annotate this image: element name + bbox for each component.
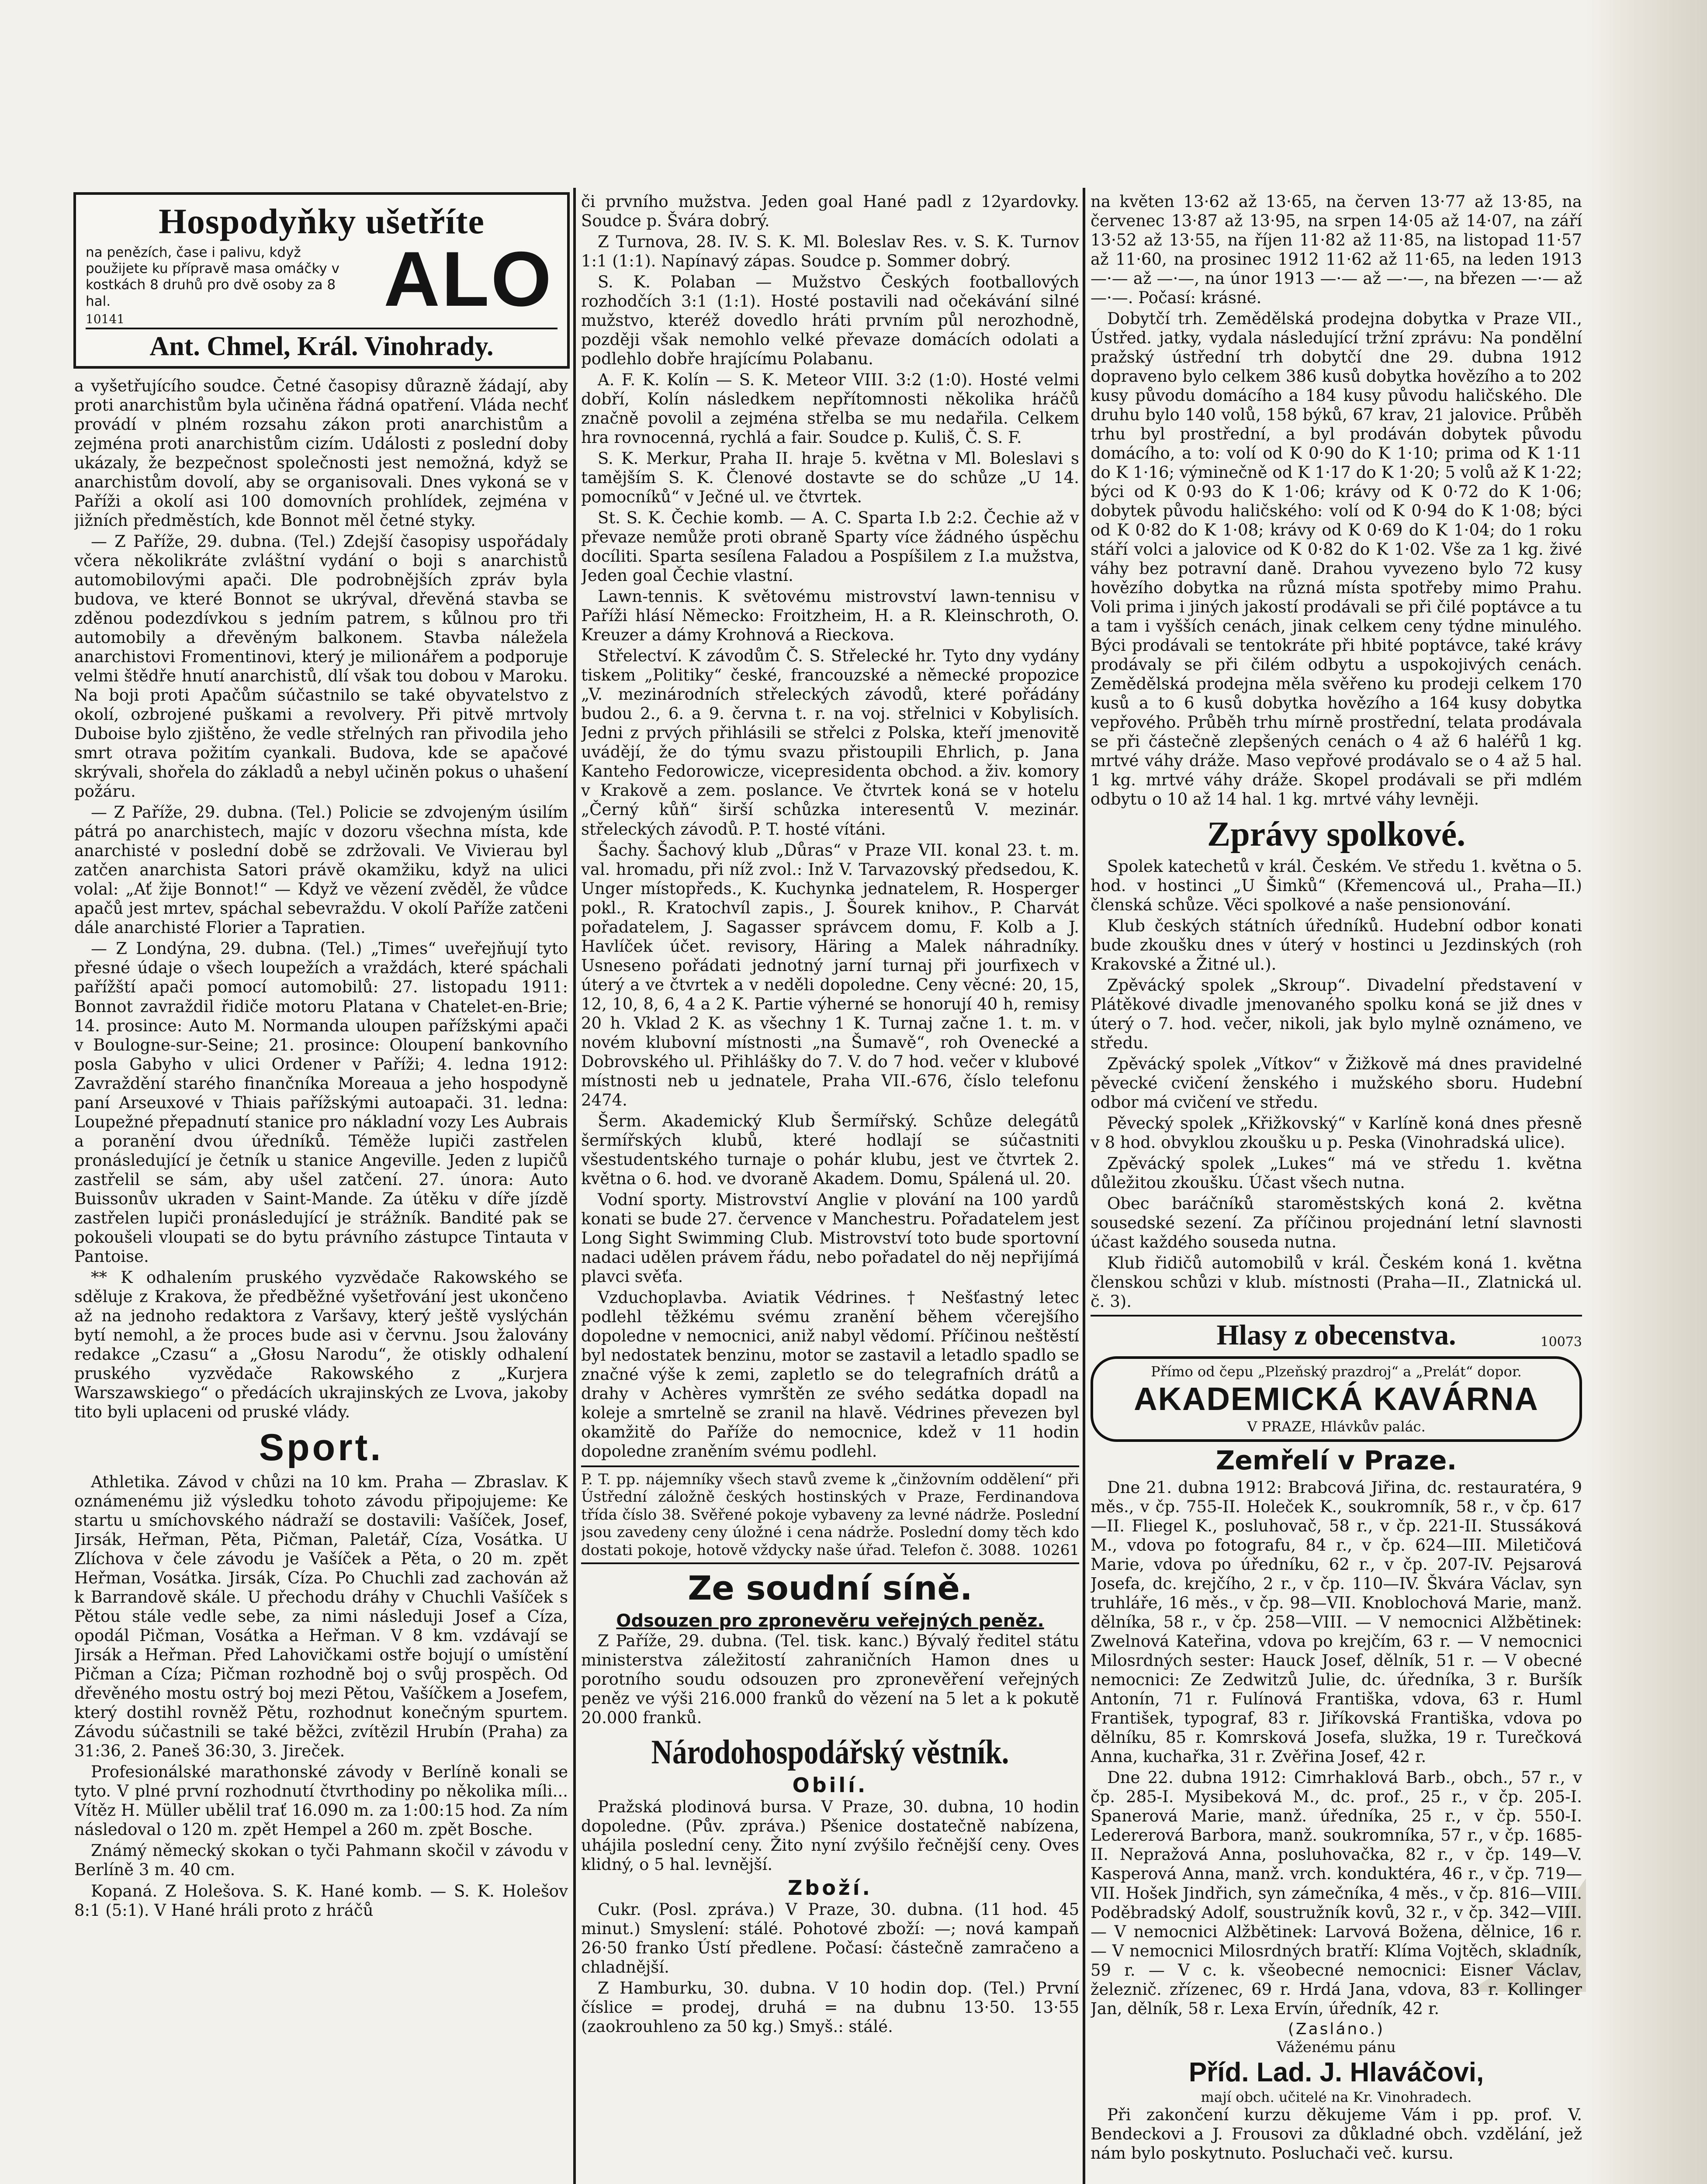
ad-headline: Hospodyňky ušetříte <box>159 201 485 241</box>
sachy: Šachy. Šachový klub „Důras“ v Praze VII. konal 23. t. m. val. hromadu, při níž zvol.: Inž V. Tarvazovský předsedou, K. Unger místopředs., K. Kuchynka jednatelem, R. Hosperger pokl., R. Kratochvíl zapis., J. Šourek knihov., P. Charvát pořadatelem, J. Sagasser správcem domu, F. Kolb a J. Havlíček účet. revisory, Häring a Malek náhradníky. Usneseno pořádati jednotný jarní turnaj při jourfixech v úterý a ve čtvrtek a v neděli dopoledne. Ceny věcné: 20, 15, 12, 10, 8, 6, 4 a 2 K. Partie výherné se honorují 40 h, remisy 20 h. Vklad 2 K. as všechny 1 K. Turnaj začne 1. t. m. v novém klubovní místnosti „na Šumavě“, roh Ovenecké a Dobrovského ul. Přihlášky do 7. V. do 7 hod. večer v klubové místnosti neb u jednatele, Praha VII.-676, číslo telefonu 2474. <box>581 840 1079 1109</box>
football-merkur: S. K. Merkur, Praha II. hraje 5. května v Ml. Boleslavi s tamějším S. K. Členové dostavte se do schůze „U 14. pomocníků“ v Ječné ul. ve čtvrtek. <box>581 449 1079 507</box>
club-4: Zpěvácký spolek „Vítkov“ v Žižkově má dnes pravidelné pěvecké cvičení ženského i mužského sboru. Hudební odbor má cvičení ve středu. <box>1091 1054 1582 1112</box>
rental-notice-text: P. T. pp. nájemníky všech stavů zveme k „činžovním oddělení“ při Ústřední záložně českých hostinských v Praze, Ferdinandova třída číslo 38. Svěřené pokoje vybaveny za levné nádrže. Poslední jsou zavedeny ceny úložné i cena nádrže. Poslední domy těch kdo dostati pokoje, hotově vždycky naše úřad. Telefon č. 3088. <box>581 1471 1079 1559</box>
football-hane: či prvního mužstva. Jeden goal Hané padl z 12yardovky. Soudce p. Švára dobrý. <box>581 192 1079 231</box>
cafe-name: AKADEMICKÁ KAVÁRNA <box>1134 1380 1539 1417</box>
club-5: Pěvecký spolek „Křižkovský“ v Karlíně koná dnes přesně v 8 hod. obvyklou zkoušku u p. Peska (Vinohradská ulice). <box>1091 1113 1582 1152</box>
ad-address: Ant. Chmel, Král. Vinohrady. <box>86 328 557 362</box>
club-7: Obec baráčníků staroměstských koná 2. května sousedské sezení. Za příčinou projednání letní slavnosti účast každého souseda nutna. <box>1091 1194 1582 1251</box>
anarchist-paragraph-2: — Z Paříže, 29. dubna. (Tel.) Zdejší časopisy uspořádaly včera několikráte zvláštní vydání o boji s anarchistů automobilovými apači. Dle podrobnějších zpráv byla budova, ve které Bonnot se ukrýval, dřevěná stavba se zděnou podezdívkou s jedním patrem, s kůlnou pro tři automobily a dřevěným balkonem. Stavba náležela anarchistovi Fromentinovi, který je milionářem a podporuje velmi štědře hnutí anarchistů, dlí však tou dobou v Maroku. Na boji proti Apačům súčastnilo se také obyvatelstvo z okolí, ozbrojené puškami a revolvery. Při pitvě mrtvoly Duboise bylo zjištěno, že vedle střelných ran přivodila jeho smrt otrava požitím cyankali. Budova, kde se apačové skrývali, shořela do základů a nebyl učiněn pokus o uhašení požáru. <box>74 532 568 801</box>
cafe-line-2: V PRAZE, Hlávkův palác. <box>1247 1418 1426 1435</box>
court-text: Z Paříže, 29. dubna. (Tel. tisk. kanc.) Bývalý ředitel státu ministerstva záležitostí zahraničních Hamon dnes u porotního soudu odsouzen pro zpronevěření veřejných peněz ve výši 216.000 franků do vězení na 5 let a k pokutě 20.000 franků. <box>581 1631 1079 1728</box>
sport-marathon: Profesionálské marathonské závody v Berlíně konali se tyto. V plné první rozhodnutí čtvrthodiny po několika míli... Vítěz H. Müller ubělil trať 16.090 m. za 1:00:15 hod. Za ním následoval o 120 m. zpět Hempel a 260 m. zpět Bosche. <box>74 1762 568 1839</box>
football-cechie: St. S. K. Čechie komb. — A. C. Sparta I.b 2:2. Čechie až v převaze nemůže proti obraně Sparty více žádného úspěchu docíliti. Sparta sesílena Faladou a Pospíšilem z I.a mužstva, Jeden goal Čechie vlastní. <box>581 508 1079 585</box>
alo-advertisement <box>73 192 570 369</box>
cafe-line-1: Přímo od čepu „Plzeňský prazdroj“ a „Prelát“ dopor. <box>1151 1363 1522 1380</box>
lawn-tennis: Lawn-tennis. K světovému mistrovství lawn-tennisu v Paříži hlásí Německo: Froitzheim, H. a R. Kleinschroth, O. Kreuzer a dámy Krohnová a Rieckova. <box>581 587 1079 645</box>
football-turnov: Z Turnova, 28. IV. S. K. Ml. Boleslav Res. v. S. K. Turnov 1:1 (1:1). Napínavý zápas. Soudce p. Sommer dobrý. <box>581 232 1079 271</box>
middle-column <box>581 192 1079 2184</box>
strelectvi: Střelectví. K závodům Č. S. Střelecké hr. Tyto dny vydány tiskem „Politiky“ české, francouzské a německé propozice „V. mezinárodních střeleckých závodů, které pořádány budou 2., 6. a 9. června t. r. na voj. střelnici v Kobylisích. Jedni z prvých přihlásili se střelci z Polska, kteří jmenovitě uvádějí, že do týmu svazu přistoupili Ehrlich, p. Jana Kanteho Fedorowicze, vicepresidenta obchod. a živ. komory v Krakově a zem. poslance. Ve čtvrtek koná se v hotelu „Černý kůň“ širší schůzka interesentů V. mezinár. střeleckých závodů. P. T. hosté vítáni. <box>581 646 1079 839</box>
left-column <box>74 377 568 2184</box>
deaths-heading: Zemřelí v Praze. <box>1215 1445 1457 1476</box>
cafe-advertisement <box>1091 1356 1582 1442</box>
hamburg-text: Z Hamburku, 30. dubna. V 10 hodin dop. (Tel.) První číslice = prodej, druhá = na dubnu 13·50. 13·55 (zaokrouhleno za 50 kg.) Smyš.: stálé. <box>581 1978 1079 2036</box>
rental-notice-code: 10261 <box>1032 1541 1079 1559</box>
thanks-text: Při zakončení kurzu děkujeme Vám i pp. prof. V. Bendeckovi a J. Frousovi za důkladné obch. vzdělání, jež nám bylo poskytnuto. Posluchači več. kursu. <box>1091 2105 1582 2163</box>
grain-text: Pražská plodinová bursa. V Praze, 30. dubna, 10 hodin dopoledne. (Pův. zpráva.) Pšenice dostatečně nabízena, uhájila poslední ceny. Žito nyní zvýšilo řečnější ceny. Oves klidný, o 5 hal. levnější. <box>581 1797 1079 1874</box>
club-2: Klub českých státních úředníků. Hudební odbor konati bude zkoušku dnes v úterý v hostinci u Jezdinských (roh Krakovské a Žitné ul.). <box>1091 916 1582 974</box>
club-3: Zpěvácký spolek „Skroup“. Divadelní představení v Plátěkové divadle jmenovaného spolku koná se již dnes v úterý o 7. hod. večer, nikoli, jak bylo mylně oznámeno, ve středu. <box>1091 975 1582 1052</box>
sugar-prices: na květen 13·62 až 13·65, na červen 13·77 až 13·85, na červenec 13·87 až 13·95, na srpen 14·05 až 14·07, na září 13·52 až 13·55, na říjen 11·82 až 11·85, na listopad 11·57 až 11·60, na prosinec 1912 11·62 až 11·65, na leden 1913 —·— až —·—, na únor 1913 —·— až —·—, na březen —·— až —·—. Počasí: krásné. <box>1091 192 1582 308</box>
thanks-notice <box>1091 2039 1582 2163</box>
sport-athletika: Athletika. Závod v chůzi na 10 km. Praha — Zbraslav. K oznámenému již výsledku tohoto závodu připojujeme: Ke startu u smíchovského nádraží se dostavili: Vašíček, Josef, Jirsák, Heřman, Pěta, Pičman, Paletář, Cíza, Vosátka. U Zlíchova v čele závodu je Vašíček a Pěta, o 20 m. zpět Heřman, Vosátka. Jirsák, Cíza. Po Chuchli zad zachován až k Barrandově skále. U přechodu dráhy v Chuchli Vašíček s Pětou stále vedle sebe, za nimi následuji Josef a Cíza, opodál Pičman, Vosátka a Heřman. V 8 km. vzdávají se Jirsák a Heřman. Před Lahovičkami ostře bojují o umístění Pičman a Cíza; Pičman rozhodně boj o svůj prospěch. Od dřevěného mostu ostrý boj mezi Pětou, Vašíčkem a Josefem, který dostihl rovněž Pětu, rozhodnut konečným spurtem. Závodu súčastnili se také běžci, zvítězil Hrubín (Praha) za 31:36, 2. Paneš 36:30, 3. Jireček. <box>74 1472 568 1761</box>
thanks-name: Příd. Lad. J. Hlaváčovi, <box>1188 2057 1484 2087</box>
public-voices-heading <box>1091 1315 1582 1353</box>
club-8: Klub řidičů automobilů v král. Českém koná 1. května členskou schůzi v klub. místnosti (Praha—II., Zlatnická ul. č. 3). <box>1091 1254 1582 1311</box>
anarchist-paragraph-4: — Z Londýna, 29. dubna. (Tel.) „Times“ uveřejňují tyto přesné údaje o všech loupežích a vraždách, které spáchali pařížští apači pomocí automobilů: 27. listopadu 1911: Bonnot zavraždil řidiče motoru Platana v Chatelet-en-Brie; 14. prosince: Auto M. Normanda uloupen pařížskými apači v Boulogne-sur-Seine; 21. prosince: Oloupení bankovního posla Gabyho v ulici Ordener v Paříži; 4. ledna 1912: Zavraždění starého finančníka Moreaua a jeho hospodyně paní Arseuxové v Thiais pařížskými autoapači. 31. ledna: Loupežné přepadnutí stanice pro nákladní vozy Les Aubrais a poranění dvou úředníků. Téměže lupiči zastřelen pronásledující je četník u stanice Angeville. Jeden z lupičů zastřelil se sám, aby ušel zatčení. 27. února: Auto Buissonův ukraden v Saint-Mande. Za útěku v díře jízdě zastřelen lupiči pronásledující je strážník. Bandité pak se pokoušeli vloupati se do bytu právního zástupce Tintauta v Pantoise. <box>74 939 568 1266</box>
public-voices-title: Hlasy z obecenstva. <box>1216 1319 1456 1351</box>
anarchist-paragraph-3: — Z Paříže, 29. dubna. (Tel.) Policie se zdvojeným úsilím pátrá po anarchistech, majíc v dozoru všechna místa, kde anarchisté v poslední době se zdržovali. Ve Vivierau byl zatčen anarchista Satori právě okamžiku, když na ulici volal: „Ať žije Bonnot!“ — Když ve vězení zvěděl, že vůdce apačů jest mrtev, spáchal sebevraždu. V okolí Paříže zatčeni dále anarchisté Florier a Tapratien. <box>74 803 568 937</box>
rental-notice <box>581 1465 1079 1564</box>
club-6: Zpěvácký spolek „Lukes“ má ve středu 1. května důležitou zkoušku. Účast všech nutna. <box>1091 1154 1582 1192</box>
goods-heading: Zboží. <box>788 1876 873 1900</box>
cattle-market: Dobytčí trh. Zemědělská prodejna dobytka v Praze VII., Ústřed. jatky, vydala následující tržní zprávu: Na pondělní pražský ústřední trh dobytčí dne 29. dubna 1912 dopraveno bylo celkem 386 kusů dobytka hovězího a to 202 kusy původu domácího a 184 kusy původu haličského. Dle druhu bylo 140 volů, 158 býků, 67 krav, 21 jalovice. Průběh trhu byl prostřední, a byl prodáván dobytek původu domácího, a to: volí od K 0·90 do K 1·10; prima od K 1·11 do K 1·16; výminečně od K 1·17 do K 1·20; 5 volů až K 1·22; býci od K 0·93 do K 1·06; krávy od K 0·72 do K 1·06; dobytek původu haličského: volí od K 0·94 do K 1·08; býci od K 0·82 do K 1·08; krávy od K 0·69 do K 1·04; do 1 roku stáří volci a jalovice od K 0·82 do K 1·02. Vše za 1 kg. živé váhy bez potravní daně. Drahou vyvezeno bylo 72 kusy hovězího dobytka na různá místa spotřeby mimo Prahu. Voli prima i jiných jakostí prodávali se při čilé poptávce a tu a tam i vyšších cenách, jinak celkem ceny týdne minulého. Býci prodávali se tentokráte při hbité poptávce, také krávy prodávaly se při čilém odbytu a uspokojivých cenách. Zemědělská prodejna měla svěřeno ku prodeji celkem 170 kusů a to 6 kusů dobytka hovězího a 164 kusy dobytka vepřového. Průběh trhu mírně prostřední, telata prodávala se při částečně zlepšených cenách o 4 až 6 haléřů 1 kg. mrtvé váhy dráže. Maso vepřové prodávalo se o 4 až 5 hal. 1 kg. mrtvé váhy dráže. Skopel prodávali se při mdlém odbytu o 10 až 14 hal. 1 kg. mrtvé váhy levněji. <box>1091 309 1582 809</box>
public-voices-code: 10073 <box>1540 1334 1582 1350</box>
anarchist-paragraph-1: a vyšetřujícího soudce. Četné časopisy důrazně žádají, aby proti anarchistům byla učiněna řádná opatření. Vláda nechť provádí v plném rozsahu zákon proti anarchistům a zejména proti anarchistům cizím. Události z poslední doby ukázaly, že bezpečnost společnosti jest nemožná, když se anarchistům dovolí, aby se organisovali. Dnes vykoná se v Paříži a okolí asi 100 domovních prohlídek, zejména v jižních předměstích, kde Bonnot měl četné styky. <box>74 377 568 530</box>
deaths-22-april: Dne 22. dubna 1912: Cimrhaklová Barb., obch., 57 r., v čp. 285-I. Mysibeková M., dc. prof., 25 r., v čp. 205-I. Spanerová Marie, manž. úředníka, 25 r., v čp. 550-I. Ledererová Barbora, manž. soukromníka, 57 r., v čp. 1685-II. Nepražová Anna, posluhovačka, 82 r., v čp. 149—V. Kasperová Anna, manž. vrch. konduktéra, 46 r., v čp. 719—VII. Hošek Jindřich, syn zámečníka, 4 měs., v čp. 816—VIII. Poděbradský Adolf, soustružník kovů, 32 r., v čp. 342—VIII. — V nemocnici Alžbětinek: Larvová Božena, dělnice, 16 r. — V nemocnici Milosrdných bratří: Klíma Vojtěch, skladník, 59 r. — V c. k. všeobecné nemocnici: Eisner Václav, železnič. zřízenec, 69 r. Hrdá Jana, vdova, 83 r. Kollinger Jan, dělník, 58 r. Lexa Ervín, úředník, 42 r. <box>1091 1768 1582 2018</box>
court-subheading: Odsouzen pro zpronevěru veřejných peněz. <box>616 1610 1044 1631</box>
zaslano-label: (Zasláno.) <box>1288 2020 1385 2038</box>
club-news-heading: Zprávy spolkové. <box>1207 815 1466 854</box>
serm: Šerm. Akademický Klub Šermířský. Schůze delegátů šermířských klubů, které hodlají se súčastniti všestudentského turnaje o pohár klubu, jest ve čtvrtek 2. května o 6. hod. ve dvoraně Akadem. Domu, Spálená ul. 20. <box>581 1111 1079 1188</box>
sport-kopana: Kopaná. Z Holešova. S. K. Hané komb. — S. K. Holešov 8:1 (5:1). V Hané hráli proto z hráčů <box>74 1881 568 1920</box>
ad-code: 10141 <box>86 312 125 326</box>
football-kolin: A. F. K. Kolín — S. K. Meteor VIII. 3:2 (1:0). Hosté velmi dobří, Kolín následkem nepřítomnosti několika hráčů značně povolil a zejména střelba se mu nedařila. Celkem hra rovnocenná, rychlá a fair. Soudce p. Kuliš, Č. S. F. <box>581 370 1079 447</box>
page-edge-shadow <box>1586 0 1707 2184</box>
right-column <box>1091 192 1582 2184</box>
sugar-text: Cukr. (Posl. zpráva.) V Praze, 30. dubna. (11 hod. 45 minut.) Smyslení: stálé. Pohotové zboží: —; nová kampaň 26·50 franko Ústí předlene. Počasí: částečně zamračeno a chladnější. <box>581 1900 1079 1977</box>
column-rule-2 <box>1083 188 1085 2184</box>
column-rule-1 <box>573 188 576 2184</box>
grain-heading: Obilí. <box>792 1773 868 1797</box>
thanks-line-3: mají obch. učitelé na Kr. Vinohradech. <box>1201 2088 1472 2105</box>
court-heading: Ze soudní síně. <box>688 1569 973 1608</box>
economy-heading: Národohospodářský věstník. <box>651 1733 1009 1771</box>
deaths-21-april: Dne 21. dubna 1912: Brabcová Jiřina, dc. restauratéra, 9 měs., v čp. 755-II. Holeček K., soukromník, 58 r., v čp. 617—II. Fliegel K., posluhovač, 58 r., v čp. 221-II. Stussáková M., vdova po fotografu, 84 r., v čp. 624—III. Miletičová Marie, vdova po úředníku, 62 r., v čp. 207-IV. Pejsarová Josefa, dc. krejčího, 2 r., v čp. 110—IV. Škvára Václav, syn truhláře, 16 měs., v čp. 98—VII. Knoblochová Marie, manž. dělníka, 58 r., v čp. 258—VIII. — V nemocnici Alžbětinek: Zwelnová Kateřina, vdova po krejčím, 63 r. — V nemocnici Milosrdných sester: Hauck Josef, dělník, 51 r. — V obecné nemocnici: Ze Zedwitzů Julie, dc. úředníka, 3 r. Buršík Antonín, 71 r. Fulínová Františka, vdova, 63 r. Huml František, typograf, 83 r. Jiříkovská Františka, vdova po dělníku, 85 r. Komrsková Josefa, služka, 19 r. Turečková Anna, kuchařka, 31 r. Zvěřina Josef, 42 r. <box>1091 1478 1582 1766</box>
ad-brand: ALO <box>384 235 553 322</box>
vzduchoplavba: Vzduchoplavba. Aviatik Védrines. † Nešťastný letec podlehl těžkému svému zranění během včerejšího dopoledne v nemocnici, aniž nabyl vědomí. Příčinou neštěstí byl nedostatek benzinu, motor se zastavil a letadlo spadlo se značné výše k zemi, zapletlo se do telegrafních drátů a drahy v Achères vymrštěn ze svého sedátka dopadl na koleje a smrtelně se zranil na hlavě. Védrines převezen byl okamžitě do Paříže do nemocnice, kdež v 11 hodin dopoledne zraněním svému podlehl. <box>581 1288 1079 1461</box>
ad-body: na penězích, čase i palivu, když použijete ku přípravě masa omáčky v kostkách 8 druhů pro dvě osoby za 8 hal. <box>86 245 339 309</box>
sport-pole-vault: Známý německý skokan o tyči Pahmann skočil v závodu v Berlíně 3 m. 40 cm. <box>74 1841 568 1880</box>
thanks-line-1: Váženému pánu <box>1277 2039 1396 2056</box>
football-polaban: S. K. Polaban — Mužstvo Českých footballových rozhodčích 3:1 (1:1). Hosté postavili nad očekávání silné mužstvo, kteréž dovedlo hráti prvním půl nerozhodně, později však nemohlo velké převaze domácích odolati a podlehlo dobře hrajícímu Polabanu. <box>581 273 1079 369</box>
club-1: Spolek katechetů v král. Českém. Ve středu 1. května o 5. hod. v hostinci „U Šimků“ (Křemencová ul., Praha—II.) členská schůze. Věci spolkové a naše pensionování. <box>1091 857 1582 914</box>
sport-heading: Sport. <box>259 1426 384 1469</box>
vodni-sporty: Vodní sporty. Mistrovství Anglie v plování na 100 yardů konati se bude 27. července v Manchestru. Pořadatelem jest Long Sight Swimming Club. Mistrovství toto bude sportovní nadaci udělen právem řádu, nebo pořadatel do něj nepřijímá plavci svěťa. <box>581 1190 1079 1286</box>
rakowski-paragraph: ** K odhalením pruského vyzvědače Rakowského se sděluje z Krakova, že předběžné vyšetřování jest ukončeno až na jednoho redaktora z Varšavy, který ještě vyslýchán bytí nemohl, a že proces bude asi v červnu. Jsou žalovány redakce „Czasu“ a „Głosu Narodu“, že otiskly odhalení pruského vyzvědače Rakowského z „Kurjera Warszawskiego“ o předácích ukrajinských ze Lvova, jakoby tito byli uplaceni od pruské vlády. <box>74 1268 568 1421</box>
